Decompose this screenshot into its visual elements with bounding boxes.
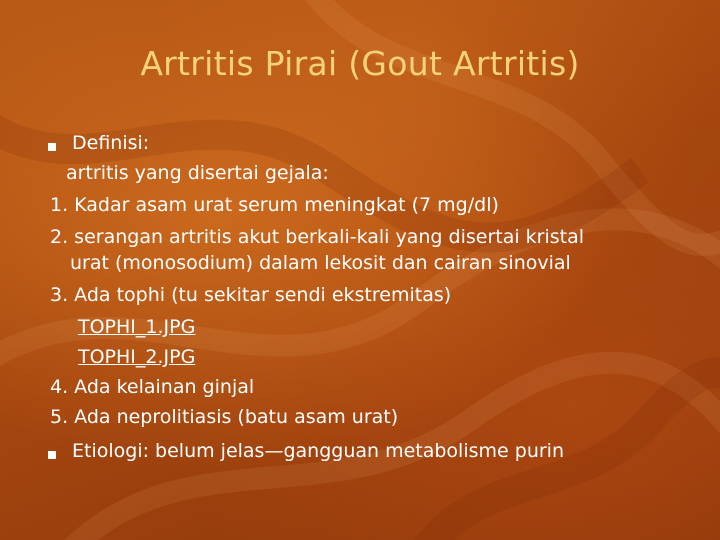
slide-title: Artritis Pirai (Gout Artritis) <box>140 44 580 83</box>
etiology-label: Etiologi: belum jelas—gangguan metabolisme purin <box>72 440 564 462</box>
tophi-2-link[interactable]: TOPHI_2.JPG <box>78 346 196 368</box>
list-item: 5. Ada neprolitiasis (batu asam urat) <box>50 406 399 428</box>
tophi-1-link[interactable]: TOPHI_1.JPG <box>78 316 196 338</box>
list-item: 3. Ada tophi (tu sekitar sendi ekstremitas) <box>50 284 452 306</box>
definition-label: Definisi: <box>72 132 150 154</box>
list-item-continuation: urat (monosodium) dalam lekosit dan cairan sinovial <box>70 252 571 274</box>
square-bullet-icon <box>48 143 56 151</box>
list-item: 4. Ada kelainan ginjal <box>50 376 255 398</box>
list-item: 2. serangan artritis akut berkali-kali yang disertai kristal <box>50 226 585 248</box>
definition-intro: artritis yang disertai gejala: <box>66 162 329 184</box>
list-item: 1. Kadar asam urat serum meningkat (7 mg/dl) <box>50 194 499 216</box>
square-bullet-icon <box>48 451 56 459</box>
